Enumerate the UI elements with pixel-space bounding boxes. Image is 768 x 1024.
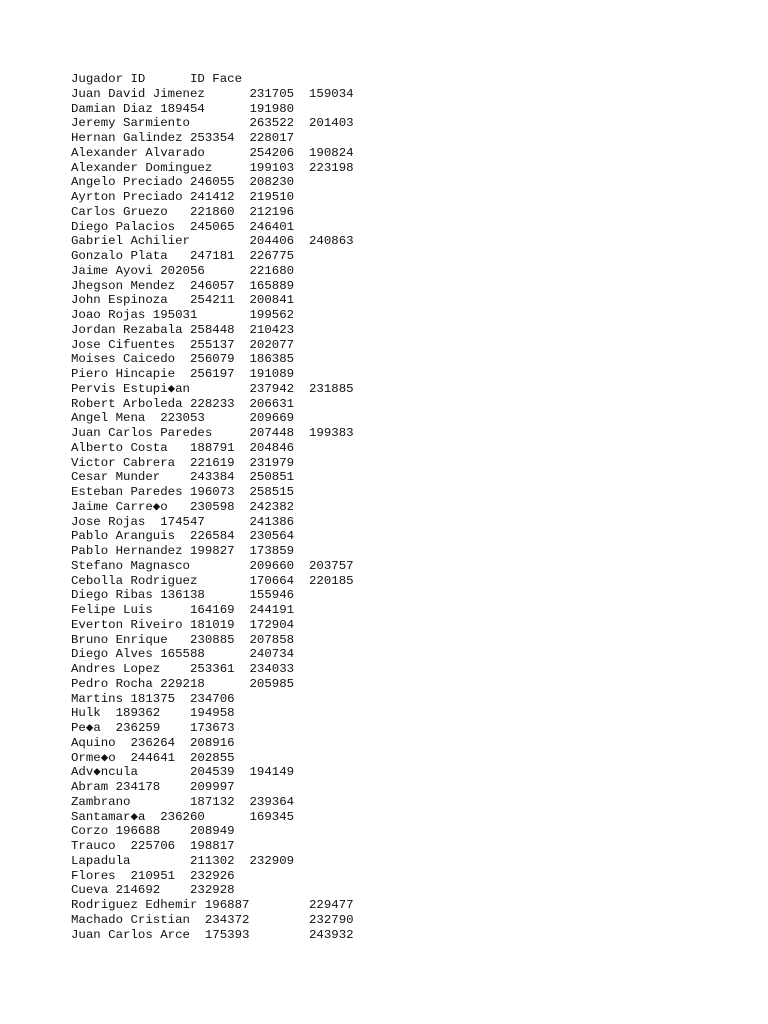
text-line: Corzo 196688 208949 (71, 824, 235, 839)
text-line: Pablo Aranguis 226584 230564 (71, 529, 295, 544)
text-line: Flores 210951 232926 (71, 868, 235, 883)
text-line: Cueva 214692 232928 (71, 883, 235, 898)
player-id-list (71, 72, 354, 942)
text-line: Damian Diaz 189454 191980 (71, 101, 295, 116)
text-line: Felipe Luis 164169 244191 (71, 603, 295, 617)
text-line: Rodriguez Edhemir 196887 229477 (71, 898, 354, 912)
text-line: Jose Cifuentes 255137 202077 (71, 337, 295, 352)
text-line: Juan David Jimenez 231705 159034 (71, 86, 354, 101)
text-line: Trauco 225706 198817 (71, 839, 235, 853)
text-line: Jose Rojas 174547 241386 (71, 514, 295, 529)
text-line: Angelo Preciado 246055 208230 (71, 175, 295, 190)
text-line: Jaime Ayovi 202056 221680 (71, 263, 295, 278)
text-line: Santamar◆a 236260 169345 (71, 809, 295, 824)
text-line: Victor Cabrera 221619 231979 (71, 455, 295, 470)
text-line: Cebolla Rodriguez 170664 220185 (71, 573, 354, 588)
text-line: Hernan Galindez 253354 228017 (71, 131, 295, 145)
text-line: Everton Riveiro 181019 172904 (71, 617, 295, 632)
text-line: Pe◆a 236259 173673 (71, 721, 235, 735)
text-line: Juan Carlos Arce 175393 243932 (71, 927, 354, 942)
text-line: John Espinoza 254211 200841 (71, 293, 295, 308)
text-line: Abram 234178 209997 (71, 780, 235, 794)
text-line: Cesar Munder 243384 250851 (71, 470, 295, 485)
text-line: Andres Lopez 253361 234033 (71, 662, 295, 676)
text-line: Machado Cristian 234372 232790 (71, 912, 354, 927)
text-line: Stefano Magnasco 209660 203757 (71, 558, 354, 573)
text-line: Robert Arboleda 228233 206631 (71, 396, 295, 411)
text-line: Pervis Estupi◆an 237942 231885 (71, 381, 354, 396)
text-line: Aquino 236264 208916 (71, 735, 235, 750)
text-line: Jaime Carre◆o 230598 242382 (71, 499, 295, 514)
text-line: Orme◆o 244641 202855 (71, 750, 235, 765)
text-line: Jeremy Sarmiento 263522 201403 (71, 116, 354, 131)
text-line: Jugador ID ID Face (71, 72, 243, 86)
text-line: Diego Palacios 245065 246401 (71, 219, 295, 234)
text-line: Martins 181375 234706 (71, 691, 235, 706)
text-line: Lapadula 211302 232909 (71, 853, 295, 868)
text-line: Alexander Dominguez 199103 223198 (71, 160, 354, 175)
text-line: Jhegson Mendez 246057 165889 (71, 278, 295, 293)
text-line: Pedro Rocha 229218 205985 (71, 676, 295, 691)
text-line: Bruno Enrique 230885 207858 (71, 632, 295, 647)
text-line: Juan Carlos Paredes 207448 199383 (71, 426, 354, 440)
text-line: Adv◆ncula 204539 194149 (71, 765, 295, 780)
text-line: Gonzalo Plata 247181 226775 (71, 249, 295, 263)
text-line: Esteban Paredes 196073 258515 (71, 485, 295, 499)
text-line: Alberto Costa 188791 204846 (71, 440, 295, 455)
text-line: Joao Rojas 195031 199562 (71, 308, 295, 322)
text-line: Hulk 189362 194958 (71, 706, 235, 721)
text-line: Piero Hincapie 256197 191089 (71, 367, 295, 381)
text-line: Diego Ribas 136138 155946 (71, 588, 295, 603)
text-line: Zambrano 187132 239364 (71, 794, 295, 809)
text-line: Diego Alves 165588 240734 (71, 647, 295, 662)
text-line: Pablo Hernandez 199827 173859 (71, 544, 295, 558)
text-line: Moises Caicedo 256079 186385 (71, 352, 295, 367)
text-line: Angel Mena 223053 209669 (71, 411, 295, 426)
text-line: Carlos Gruezo 221860 212196 (71, 204, 295, 219)
text-line: Gabriel Achilier 204406 240863 (71, 234, 354, 249)
text-line: Jordan Rezabala 258448 210423 (71, 322, 295, 337)
text-line: Ayrton Preciado 241412 219510 (71, 190, 295, 204)
text-line: Alexander Alvarado 254206 190824 (71, 145, 354, 160)
